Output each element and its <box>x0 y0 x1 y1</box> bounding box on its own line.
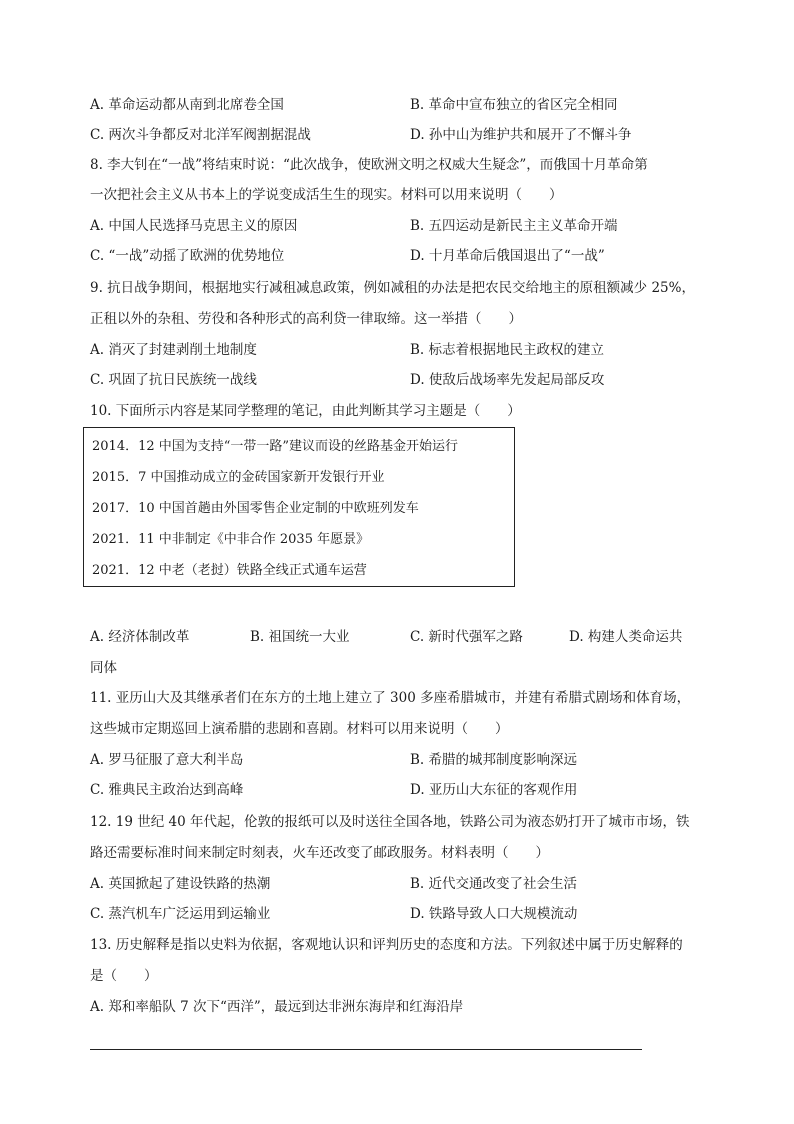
q7-option-c: C. 两次斗争都反对北洋军阀割据混战 <box>90 127 311 143</box>
q9-option-a: A. 消灭了封建剥削土地制度 <box>90 342 257 358</box>
q10-option-a: A. 经济体制改革 <box>90 629 190 645</box>
q11-option-d: D. 亚历山大东征的客观作用 <box>410 782 578 798</box>
q12-option-b: B. 近代交通改变了社会生活 <box>410 876 578 892</box>
q13-stem-line1: 13. 历史解释是指以史料为依据，客观地认识和评判历史的态度和方法。下列叙述中属于历史解释的 <box>90 937 683 953</box>
q9-stem-line1: 9. 抗日战争期间，根据地实行减租减息政策，例如减租的办法是把农民交给地主的原租额减少 25%， <box>90 280 695 296</box>
q10-notes-box <box>83 427 515 587</box>
q8-stem-line1: 8. 李大钊在“一战”将结束时说：“此次战争，使欧洲文明之权威大生疑念”，而俄国十月革命第 <box>90 157 648 173</box>
q10-note-item: 2017．10 中国首趟由外国零售企业定制的中欧班列发车 <box>92 501 419 516</box>
q11-stem-line2: 这些城市定期巡回上演希腊的悲剧和喜剧。材料可以用来说明（ ） <box>90 721 509 737</box>
q12-option-d: D. 铁路导致人口大规模流动 <box>410 906 578 922</box>
q8-option-a: A. 中国人民选择马克思主义的原因 <box>90 218 298 234</box>
footer-divider <box>90 1049 642 1050</box>
q9-stem-line2: 正租以外的杂租、劳役和各种形式的高利贷一律取缔。这一举措（ ） <box>90 311 522 327</box>
q10-option-c: C. 新时代强军之路 <box>410 629 523 645</box>
q13-option-a: A. 郑和率船队 7 次下“西洋”，最远到达非洲东海岸和红海沿岸 <box>90 999 464 1015</box>
q10-option-b: B. 祖国统一大业 <box>250 629 350 645</box>
q7-option-a: A. 革命运动都从南到北席卷全国 <box>90 97 284 113</box>
q10-option-d-continued: 同体 <box>90 660 117 676</box>
q12-stem-line1: 12. 19 世纪 40 年代起，伦敦的报纸可以及时送往全国各地，铁路公司为液态奶打开了城市市场，铁 <box>90 814 690 830</box>
q10-note-item: 2014．12 中国为支持“一带一路”建议而设的丝路基金开始运行 <box>92 439 459 454</box>
q12-stem-line2: 路还需要标准时间来制定时刻表，火车还改变了邮政服务。材料表明（ ） <box>90 845 549 861</box>
q9-option-b: B. 标志着根据地民主政权的建立 <box>410 342 605 358</box>
q10-note-item: 2021．12 中老（老挝）铁路全线正式通车运营 <box>92 563 367 578</box>
q8-option-c: C. “一战”动摇了欧洲的优势地位 <box>90 248 285 264</box>
q10-option-d: D. 构建人类命运共 <box>569 629 683 645</box>
q8-option-b: B. 五四运动是新民主主义革命开端 <box>410 218 618 234</box>
q10-stem: 10. 下面所示内容是某同学整理的笔记，由此判断其学习主题是（ ） <box>90 403 521 419</box>
q11-option-c: C. 雅典民主政治达到高峰 <box>90 782 244 798</box>
q7-option-d: D. 孙中山为维护共和展开了不懈斗争 <box>410 127 632 143</box>
q9-option-c: C. 巩固了抗日民族统一战线 <box>90 372 257 388</box>
q8-stem-line2: 一次把社会主义从书本上的学说变成活生生的现实。材料可以用来说明（ ） <box>90 187 563 203</box>
q10-note-item: 2021．11 中非制定《中非合作 2035 年愿景》 <box>92 532 370 547</box>
q9-option-d: D. 使敌后战场率先发起局部反攻 <box>410 372 605 388</box>
q7-option-b: B. 革命中宣布独立的省区完全相同 <box>410 97 618 113</box>
q8-option-d: D. 十月革命后俄国退出了“一战” <box>410 248 605 264</box>
q11-option-a: A. 罗马征服了意大利半岛 <box>90 752 244 768</box>
q13-stem-line2: 是（ ） <box>90 968 158 984</box>
q11-option-b: B. 希腊的城邦制度影响深远 <box>410 752 578 768</box>
q10-note-item: 2015．7 中国推动成立的金砖国家新开发银行开业 <box>92 470 385 485</box>
q12-option-c: C. 蒸汽机车广泛运用到运输业 <box>90 906 271 922</box>
q11-stem-line1: 11. 亚历山大及其继承者们在东方的土地上建立了 300 多座希腊城市，并建有希腊式剧场和体育场， <box>90 690 691 706</box>
q12-option-a: A. 英国掀起了建设铁路的热潮 <box>90 876 271 892</box>
